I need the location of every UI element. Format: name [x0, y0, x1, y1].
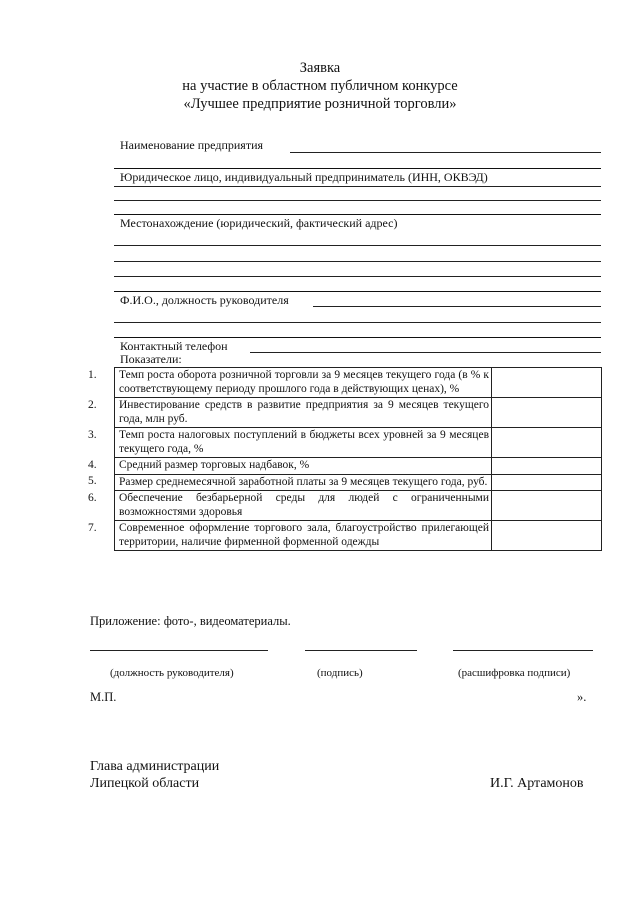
indicator-row [88, 398, 602, 428]
indicator-text: Обеспечение безбарьерной среды для людей с ограниченными возможностями здоровья [115, 491, 492, 521]
director-line-2[interactable] [114, 322, 601, 323]
position-signature-line[interactable] [90, 650, 268, 651]
signature-line[interactable] [305, 650, 417, 651]
director-field-line[interactable] [313, 306, 601, 307]
indicator-number: 5. [88, 475, 97, 487]
signatory-title-line2: Липецкой области [90, 776, 200, 791]
legal-entity-line-2[interactable] [114, 200, 601, 201]
indicator-value-cell[interactable] [492, 458, 602, 475]
indicator-row [88, 521, 602, 551]
indicator-value-cell[interactable] [492, 398, 602, 428]
name-label: Наименование предприятия [120, 138, 264, 152]
attachment-note: Приложение: фото-, видеоматериалы. [90, 614, 291, 628]
indicator-number: 2. [88, 398, 97, 411]
indicator-text: Темп роста оборота розничной торговли за 9 месяцев текущего года (в % к соответствующему периоду прошлого года в действующих ценах), % [115, 368, 492, 398]
indicator-number: 3. [88, 428, 97, 441]
indicator-value-cell[interactable] [492, 428, 602, 458]
separator-line [114, 214, 601, 215]
indicators-label: Показатели: [120, 352, 182, 366]
separator-line [114, 291, 601, 292]
indicator-value-cell[interactable] [492, 368, 602, 398]
document-subtitle: на участие в областном публичном конкурсе [182, 78, 458, 94]
indicator-value-cell[interactable] [492, 474, 602, 491]
legal-entity-label: Юридическое лицо, индивидуальный предприниматель (ИНН, ОКВЭД) [120, 170, 488, 184]
indicator-value-cell[interactable] [492, 521, 602, 551]
address-line-3[interactable] [114, 276, 601, 277]
legal-entity-line-1[interactable] [114, 186, 601, 187]
date-closing-quote: ». [577, 690, 587, 704]
document-title: Заявка [299, 60, 341, 76]
indicator-row [88, 458, 602, 475]
signature-caption: (подпись) [317, 667, 363, 679]
signatory-title-line1: Глава администрации [90, 759, 220, 774]
indicator-text: Средний размер торговых надбавок, % [115, 458, 492, 475]
phone-field-line[interactable] [250, 352, 601, 353]
signatory-name: И.Г. Артамонов [490, 776, 584, 791]
phone-label: Контактный телефон [120, 339, 228, 353]
indicator-number: 6. [88, 491, 97, 504]
indicator-value-cell[interactable] [492, 491, 602, 521]
stamp-place: М.П. [90, 690, 117, 704]
indicator-text: Темп роста налоговых поступлений в бюджеты всех уровней за 9 месяцев текущего года, % [115, 428, 492, 458]
address-label: Местонахождение (юридический, фактический адрес) [120, 216, 398, 230]
address-line-1[interactable] [114, 245, 601, 246]
separator-line [114, 168, 601, 169]
indicator-text: Современное оформление торгового зала, благоустройство прилегающей территории, наличие фирменной форменной одежды [115, 521, 492, 551]
decode-caption: (расшифровка подписи) [458, 667, 571, 679]
position-caption: (должность руководителя) [110, 667, 234, 679]
separator-line [114, 337, 601, 338]
indicator-number: 4. [88, 458, 97, 471]
indicator-row [88, 428, 602, 458]
indicator-number: 1. [88, 368, 97, 381]
indicator-row [88, 474, 602, 491]
indicator-number: 7. [88, 521, 97, 534]
contest-name: «Лучшее предприятие розничной торговли» [183, 96, 457, 112]
indicator-text: Инвестирование средств в развитие предприятия за 9 месяцев текущего года, млн руб. [115, 398, 492, 428]
indicators-table [88, 367, 602, 551]
address-line-2[interactable] [114, 261, 601, 262]
name-field-line[interactable] [290, 152, 601, 153]
indicator-row [88, 368, 602, 398]
indicator-row [88, 491, 602, 521]
signature-decode-line[interactable] [453, 650, 593, 651]
indicator-text: Размер среднемесячной заработной платы за 9 месяцев текущего года, руб. [115, 474, 492, 491]
director-label: Ф.И.О., должность руководителя [120, 293, 289, 307]
